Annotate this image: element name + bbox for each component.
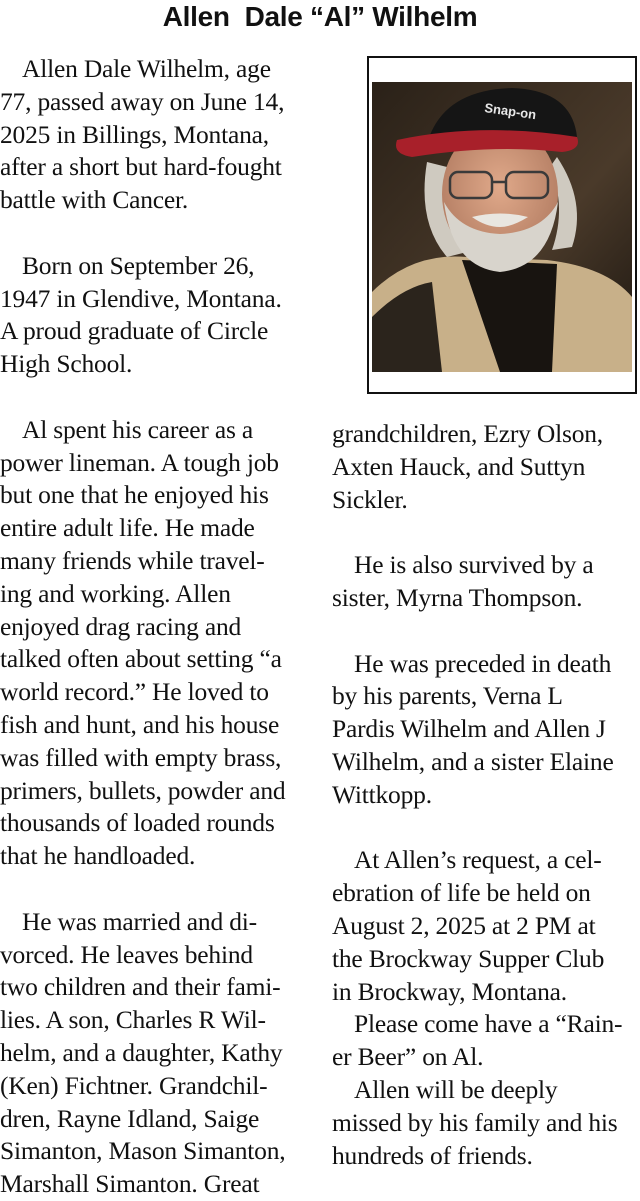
text-line: Born on September 26, [22,250,255,280]
obituary-column-left [0,53,312,1201]
paragraph-gap [332,516,638,549]
text-line: (Ken) Fichtner. Grandchil- [0,1070,268,1100]
text-line: He was married and di- [22,906,257,936]
text-line: He is also survived by a [354,550,594,580]
text-line: ebration of life be held on [332,878,591,908]
text-line: At Allen’s request, a cel- [354,845,602,875]
paragraph-gap [0,217,312,250]
text-line: sister, Myrna Thompson. [332,582,583,612]
text-line: that he handloaded. [0,841,196,871]
text-line: ing and working. Allen [0,578,231,608]
text-line: but one that he enjoyed his [0,480,269,510]
text-line: Please come have a “Rain- [354,1009,623,1039]
text-line: 1947 in Glendive, Montana. [0,283,282,313]
text-line: 77, passed away on June 14, [0,86,285,116]
portrait-photo-frame [367,56,637,394]
text-line: Axten Hauck, and Suttyn [332,451,586,481]
text-line: helm, and a daughter, Kathy [0,1037,283,1067]
text-line: 2025 in Billings, Montana, [0,119,269,149]
text-line: the Brockway Supper Club [332,943,605,973]
text-line: He was preceded in death [354,648,612,678]
text-line: High School. [0,349,133,379]
text-line: Allen Dale Wilhelm, age [22,54,271,83]
obituary-column-right [332,418,638,1172]
text-line: A proud graduate of Circle [0,316,269,346]
text-line: Pardis Wilhelm and Allen J [332,714,606,744]
text-line: thousands of loaded rounds [0,808,275,838]
paragraph-gap [332,615,638,648]
text-line: Sickler. [332,484,408,514]
text-line: vorced. He leaves behind [0,939,253,969]
text-line: August 2, 2025 at 2 PM at [332,910,596,940]
paragraph-gap [332,812,638,845]
text-line: by his parents, Verna L [332,681,563,711]
portrait-photo [372,82,632,372]
text-line: primers, bullets, powder and [0,775,286,805]
text-line: missed by his family and his [332,1107,618,1137]
cap-logo-text: Snap-on [483,100,538,123]
text-line: enjoyed drag racing and [0,611,242,641]
text-line: dren, Rayne Idland, Saige [0,1103,260,1133]
text-line: Simanton, Mason Simanton, [0,1136,286,1166]
text-line: Allen will be deeply [354,1074,558,1104]
text-line: was filled with empty brass, [0,742,282,772]
text-line: Al spent his career as a [22,414,253,444]
text-line: entire adult life. He made [0,513,255,543]
text-line: power lineman. A tough job [0,447,279,477]
text-line: battle with Cancer. [0,185,189,215]
obituary-title: Allen Dale “Al” Wilhelm [162,1,478,32]
text-line: Marshall Simanton. Great [0,1169,260,1199]
text-line: in Brockway, Montana. [332,976,567,1006]
text-line: two children and their fami- [0,972,281,1002]
text-line: talked often about setting “a [0,644,282,674]
paragraph-gap [0,381,312,414]
text-line: er Beer” on Al. [332,1042,484,1072]
text-line: fish and hunt, and his house [0,709,280,739]
text-line: hundreds of friends. [332,1140,533,1170]
text-line: Wittkopp. [332,779,432,809]
text-line: lies. A son, Charles R Wil- [0,1005,266,1035]
paragraph-gap [0,873,312,906]
text-line: Wilhelm, and a sister Elaine [332,746,614,776]
text-line: world record.” He loved to [0,677,269,707]
text-line: after a short but hard-fought [0,152,282,182]
text-line: many friends while travel- [0,545,265,575]
text-line: grandchildren, Ezry Olson, [332,419,603,448]
